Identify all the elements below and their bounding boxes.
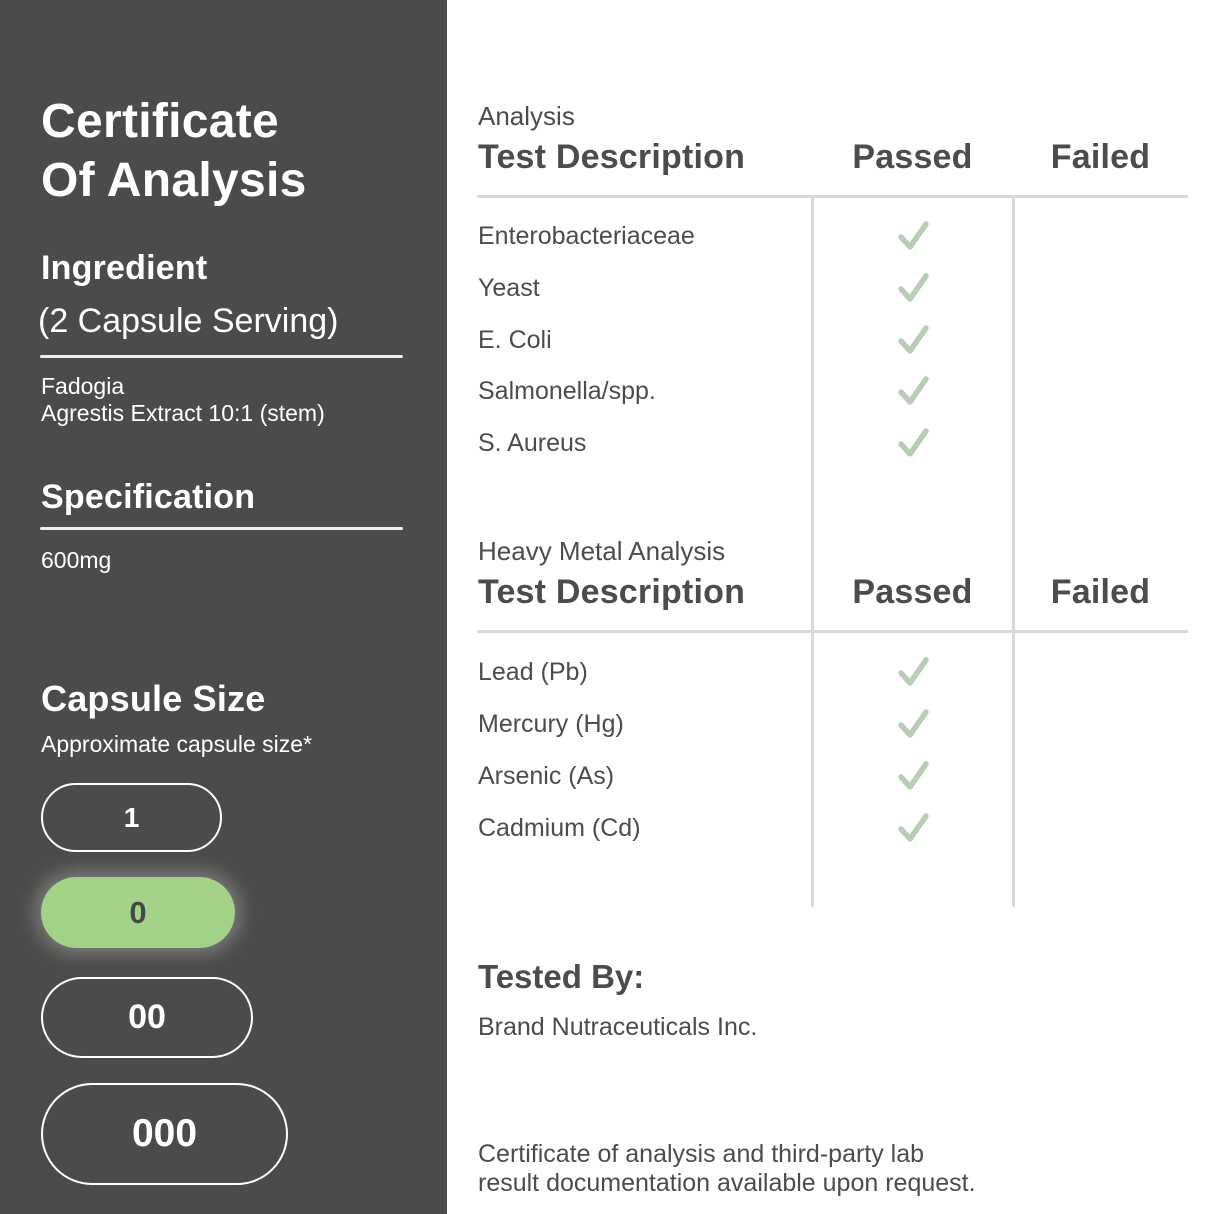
passed-cell — [812, 654, 1013, 690]
table-row — [478, 218, 1188, 252]
test-name: S. Aureus — [478, 428, 587, 457]
specification-value: 600mg — [41, 547, 112, 573]
passed-cell — [812, 270, 1013, 306]
capsule-size-subheading: Approximate capsule size* — [41, 731, 313, 757]
heavy-metal-header-rule — [477, 630, 1188, 633]
passed-cell — [812, 218, 1013, 254]
tested-by-heading: Tested By: — [478, 958, 645, 995]
ingredient-subheading: (2 Capsule Serving) — [38, 302, 339, 340]
microbial-header-rule — [477, 195, 1188, 198]
column-failed: Failed — [1050, 573, 1151, 611]
ingredient-value-line2: Agrestis Extract 10:1 (stem) — [41, 400, 325, 426]
table-row — [478, 810, 1188, 844]
table-row — [478, 758, 1188, 792]
test-name: Arsenic (As) — [478, 761, 615, 790]
footer-note — [478, 1140, 976, 1198]
passed-cell — [812, 373, 1013, 409]
table-row — [478, 425, 1188, 459]
test-name: Enterobacteriaceae — [478, 221, 695, 250]
footer-note-line1: Certificate of analysis and third-party lab — [478, 1140, 925, 1168]
column-failed: Failed — [1050, 138, 1151, 176]
capsule-size-option-000[interactable]: 000 — [41, 1083, 288, 1185]
passed-cell — [812, 425, 1013, 461]
capsule-size-option-0[interactable]: 0 — [41, 877, 235, 948]
check-icon — [893, 654, 933, 690]
footer-note-line2: result documentation available upon request. — [478, 1169, 976, 1197]
page-title-line2: Of Analysis — [41, 154, 307, 207]
passed-cell — [812, 706, 1013, 742]
table-row — [478, 706, 1188, 740]
table-row — [478, 373, 1188, 407]
specification-divider — [40, 527, 403, 530]
page-title — [41, 92, 307, 210]
check-icon — [893, 322, 933, 358]
capsule-size-option-00[interactable]: 00 — [41, 977, 253, 1058]
column-test-description: Test Description — [478, 573, 746, 611]
ingredient-value — [41, 373, 325, 427]
test-name: Cadmium (Cd) — [478, 813, 641, 842]
check-icon — [893, 425, 933, 461]
test-name: Lead (Pb) — [478, 657, 588, 686]
test-name: E. Coli — [478, 325, 552, 354]
check-icon — [893, 270, 933, 306]
check-icon — [893, 218, 933, 254]
table-row — [478, 270, 1188, 304]
tested-by-value: Brand Nutraceuticals Inc. — [478, 1013, 758, 1041]
test-name: Salmonella/spp. — [478, 376, 656, 405]
table-row — [478, 654, 1188, 688]
passed-cell — [812, 322, 1013, 358]
heavy-metal-section-label: Heavy Metal Analysis — [478, 536, 726, 566]
test-name: Mercury (Hg) — [478, 709, 624, 738]
ingredient-divider — [40, 355, 403, 358]
table-row — [478, 322, 1188, 356]
check-icon — [893, 810, 933, 846]
test-name: Yeast — [478, 273, 540, 302]
specification-heading: Specification — [41, 478, 256, 516]
column-test-description: Test Description — [478, 138, 746, 176]
check-icon — [893, 373, 933, 409]
sidebar — [0, 0, 447, 1214]
capsule-size-heading: Capsule Size — [41, 678, 266, 719]
capsule-size-option-1[interactable]: 1 — [41, 783, 222, 852]
column-passed: Passed — [852, 138, 973, 176]
ingredient-value-line1: Fadogia — [41, 373, 125, 399]
passed-cell — [812, 758, 1013, 794]
microbial-table-header — [478, 138, 1188, 177]
column-passed: Passed — [852, 573, 973, 611]
microbial-section-label: Analysis — [478, 101, 575, 131]
check-icon — [893, 758, 933, 794]
check-icon — [893, 706, 933, 742]
ingredient-heading: Ingredient — [41, 249, 208, 287]
heavy-metal-table-header — [478, 573, 1188, 612]
page-title-line1: Certificate — [41, 95, 280, 148]
passed-cell — [812, 810, 1013, 846]
